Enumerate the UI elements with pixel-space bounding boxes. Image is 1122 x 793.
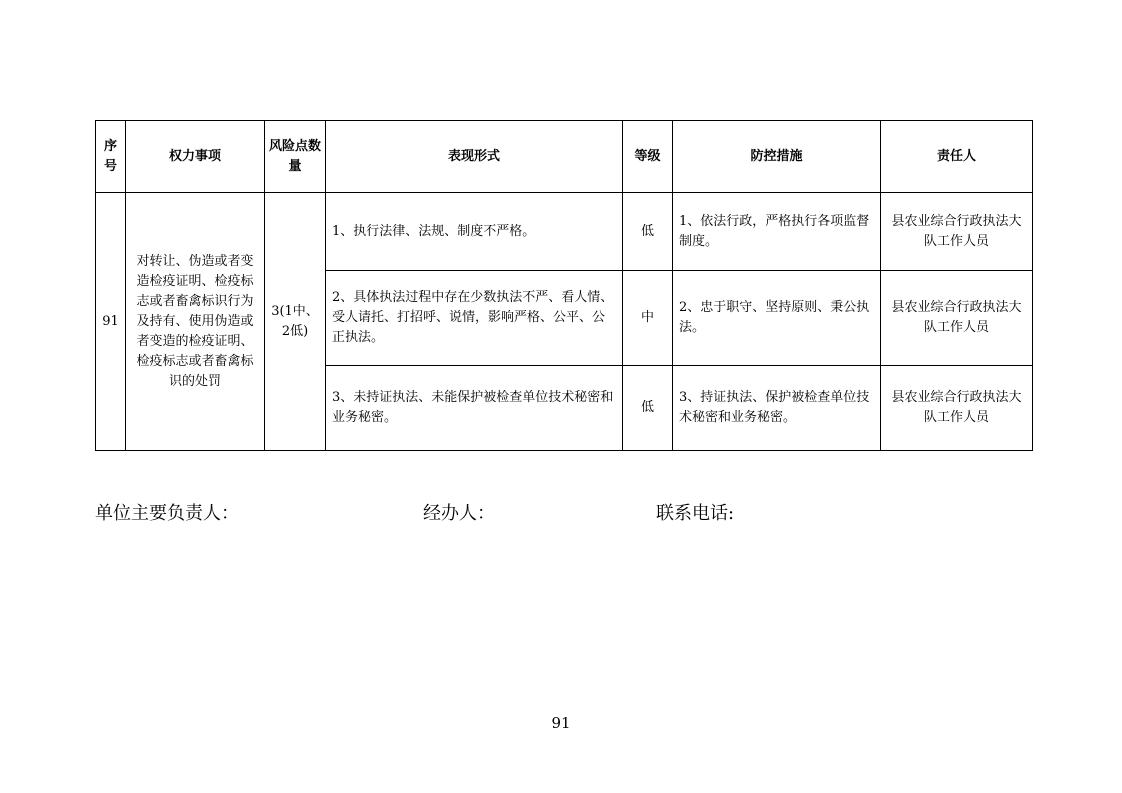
cell-measures: 2、忠于职守、坚持原则、秉公执法。 — [673, 271, 881, 366]
table-header-row — [96, 121, 1033, 193]
footer-leader-label: 单位主要负责人： — [95, 503, 239, 524]
cell-manifestation: 1、执行法律、法规、制度不严格。 — [326, 193, 623, 271]
header-responsible: 责任人 — [881, 121, 1033, 193]
cell-responsible: 县农业综合行政执法大队工作人员 — [881, 193, 1033, 271]
footer-phone-label: 联系电话: — [656, 503, 735, 524]
risk-table — [95, 120, 1033, 451]
cell-level: 低 — [623, 193, 673, 271]
header-manifestation: 表现形式 — [326, 121, 623, 193]
page-number: 91 — [551, 714, 571, 732]
footer-handler-label: 经办人： — [423, 503, 495, 524]
header-seq: 序号 — [96, 121, 126, 193]
cell-risk-count: 3(1中、2低) — [265, 193, 326, 451]
cell-manifestation: 2、具体执法过程中存在少数执法不严、看人情、受人请托、打招呼、说情，影响严格、公平、公正执法。 — [326, 271, 623, 366]
cell-responsible: 县农业综合行政执法大队工作人员 — [881, 271, 1033, 366]
header-level: 等级 — [623, 121, 673, 193]
header-measures: 防控措施 — [673, 121, 881, 193]
cell-manifestation: 3、未持证执法、未能保护被检查单位技术秘密和业务秘密。 — [326, 366, 623, 451]
cell-power-item: 对转让、伪造或者变造检疫证明、检疫标志或者畜禽标识行为及持有、使用伪造或者变造的检疫证明、检疫标志或者畜禽标识的处罚 — [126, 193, 265, 451]
cell-seq: 91 — [96, 193, 126, 451]
cell-level: 低 — [623, 366, 673, 451]
cell-measures: 1、依法行政，严格执行各项监督制度。 — [673, 193, 881, 271]
header-power-item: 权力事项 — [126, 121, 265, 193]
table-row — [96, 193, 1033, 271]
header-risk-count: 风险点数量 — [265, 121, 326, 193]
cell-measures: 3、持证执法、保护被检查单位技术秘密和业务秘密。 — [673, 366, 881, 451]
cell-responsible: 县农业综合行政执法大队工作人员 — [881, 366, 1033, 451]
cell-level: 中 — [623, 271, 673, 366]
